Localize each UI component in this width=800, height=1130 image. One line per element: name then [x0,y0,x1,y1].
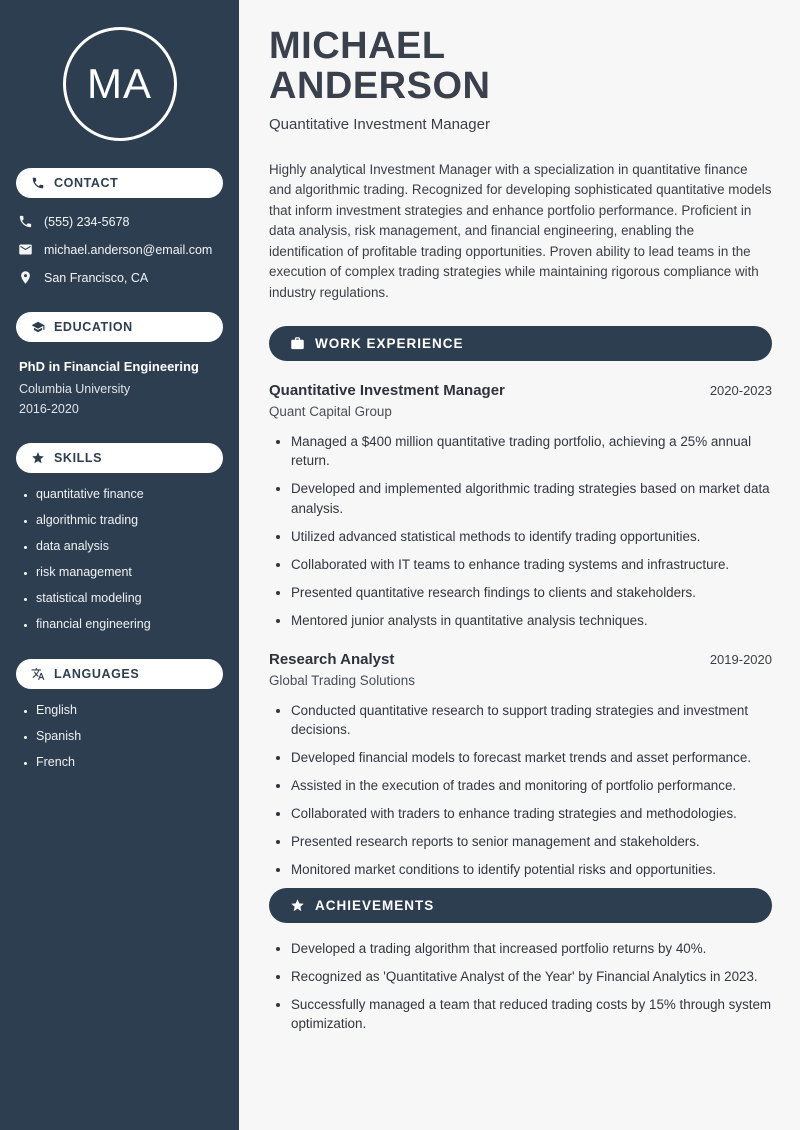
skills-section-title: SKILLS [54,450,103,465]
professional-summary: Highly analytical Investment Manager with a specialization in quantitative finance and algorithmic trading. Recognized for developing sophisticated quantitative models that inform investment strategies and enhance portfolio performance. Proficient in data analysis, risk management, and financial engineering, enabling the identification of profitable trading opportunities. Proven ability to lead teams in the execution of complex trading strategies while maintaining rigorous compliance with industry regulations. [269,161,772,300]
job-bullet: • Presented quantitative research findings to clients and stakeholders. [291,583,772,602]
contact-section-header [16,168,223,198]
contact-section-title: CONTACT [54,176,119,190]
phone-icon [18,214,33,229]
job-bullet: • Mentored junior analysts in quantitative analysis techniques. [291,611,772,630]
sidebar [0,0,239,1130]
job-title: Research Analyst [269,651,395,669]
job-bullet: • Developed and implemented algorithmic trading strategies based on market data analysis. [291,479,772,518]
job-header [269,382,772,399]
skills-section [16,443,223,632]
job-bullet: • Collaborated with traders to enhance trading strategies and methodologies. [291,804,772,823]
job-bullet-list [269,701,772,880]
work-experience-banner [269,326,772,361]
achievements-list [269,939,772,1034]
languages-section-header [16,659,223,689]
phone-icon [31,176,45,190]
job-entry [269,382,772,630]
translate-icon [31,667,45,681]
language-item: • French [36,755,223,770]
job-bullet: • Monitored market conditions to identify potential risks and opportunities. [291,860,772,879]
job-header [269,651,772,668]
skills-list [16,487,223,632]
last-name: ANDERSON [269,65,491,108]
education-degree: PhD in Financial Engineering [19,359,199,374]
achievements-title: ACHIEVEMENTS [315,898,435,914]
job-bullet: • Assisted in the execution of trades and monitoring of portfolio performance. [291,776,772,795]
languages-list [16,703,223,770]
work-experience-title: WORK EXPERIENCE [315,336,464,352]
skill-item: • data analysis [36,539,223,554]
education-section-header [16,312,223,342]
avatar [63,27,177,141]
contact-list [16,214,223,285]
contact-phone-value: (555) 234-5678 [44,214,130,229]
job-bullet: • Collaborated with IT teams to enhance trading systems and infrastructure. [291,555,772,574]
job-company: Quant Capital Group [269,404,392,420]
skill-item: • quantitative finance [36,487,223,502]
star-icon [290,898,305,913]
achievement-bullet: • Successfully managed a team that reduced trading costs by 15% through system optimization. [291,995,772,1034]
achievement-bullet: • Developed a trading algorithm that increased portfolio returns by 40%. [291,939,772,958]
education-section-title: EDUCATION [54,320,133,334]
job-bullet: • Presented research reports to senior management and stakeholders. [291,832,772,851]
job-bullet: • Conducted quantitative research to support trading strategies and investment decisions. [291,701,772,740]
job-company: Global Trading Solutions [269,673,415,689]
job-entry [269,651,772,880]
job-bullet: • Developed financial models to forecast market trends and asset performance. [291,748,772,767]
resume-header [269,26,772,133]
language-item: • English [36,703,223,718]
headline-job-title: Quantitative Investment Manager [269,115,490,133]
star-icon [31,451,45,465]
skill-item: • risk management [36,565,223,580]
email-icon [18,242,33,257]
contact-email-value: michael.anderson@email.com [44,242,213,257]
job-dates: 2020-2023 [709,383,772,399]
achievement-bullet: • Recognized as 'Quantitative Analyst of the Year' by Financial Analytics in 2023. [291,967,772,986]
job-title: Quantitative Investment Manager [269,382,505,400]
job-bullet-list [269,432,772,630]
contact-item-email [18,242,221,257]
location-icon [18,270,33,285]
contact-location-value: San Francisco, CA [44,270,149,285]
languages-section-title: LANGUAGES [54,666,140,681]
skill-item: • statistical modeling [36,591,223,606]
briefcase-icon [290,336,305,351]
skills-section-header [16,443,223,473]
language-item: • Spanish [36,729,223,744]
job-bullet: • Managed a $400 million quantitative trading portfolio, achieving a 25% annual return. [291,432,772,471]
job-dates: 2019-2020 [709,652,772,668]
languages-section [16,659,223,770]
first-name: MICHAEL [269,25,446,67]
skill-item: • algorithmic trading [36,513,223,528]
contact-section [16,168,223,285]
skill-item: • financial engineering [36,617,223,632]
contact-item-phone [18,214,221,229]
graduation-cap-icon [31,320,45,334]
achievements-banner [269,888,772,923]
job-bullet: • Utilized advanced statistical methods to identify trading opportunities. [291,527,772,546]
education-entry [16,342,223,416]
education-years: 2016-2020 [19,401,79,416]
avatar-initials: MA [87,60,152,107]
contact-item-location [18,270,221,285]
education-school: Columbia University [19,381,131,396]
main-content [239,0,800,1130]
education-section [16,312,223,416]
